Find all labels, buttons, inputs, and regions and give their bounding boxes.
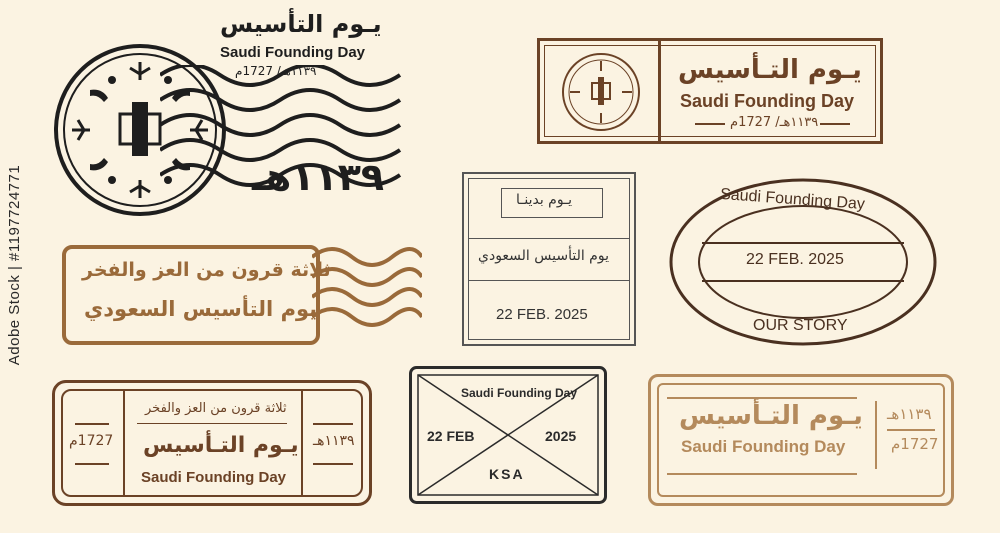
stamp6-title-ar: يـوم التـأسيس (143, 433, 299, 458)
stamp1-title-en: Saudi Founding Day (220, 44, 365, 61)
stamp3-line2: يوم التأسيس السعودي (84, 297, 318, 321)
stamp4-middle: يوم التأسيس السعودي (478, 248, 609, 264)
stamp1-title-ar: يـوم التأسيس (220, 10, 382, 38)
stamp7-top: Saudi Founding Day (461, 386, 577, 400)
stamp5-date: 22 FEB. 2025 (746, 251, 844, 268)
stamp5-top: Saudi Founding Day (719, 185, 866, 214)
stamp-rect-tan (648, 374, 954, 506)
stamp6-top: ثلاثة قرون من العز والفخر (145, 401, 287, 416)
stamp-round-emblem (40, 10, 420, 230)
stock-watermark-bar (0, 0, 30, 533)
stamp7-day: 22 FEB (427, 428, 475, 444)
stamp-rect-emblem (537, 38, 883, 144)
stamp5-bottom: OUR STORY (753, 317, 848, 334)
stamp4-date: 22 FEB. 2025 (496, 306, 588, 323)
stamp2-title-ar: يـوم التـأسيس (678, 55, 862, 85)
stamp8-year-top: ١١٣٩هـ (887, 405, 932, 423)
stamp-x-box (409, 366, 607, 504)
stamp6-left-year: 1727م (69, 433, 114, 449)
stock-watermark-text: Adobe Stock | #1197724771 (6, 164, 23, 366)
stamp2-emblem-icon (560, 51, 642, 133)
stamp8-title-ar: يـوم التـأسيس (679, 401, 863, 431)
stamp3-line1: ثلاثة قرون من العز والفخر (82, 259, 331, 281)
stamp-tall-date (462, 172, 636, 346)
stamp4-header: يـوم بدينـا (516, 192, 573, 208)
stamp-rounded-waves (62, 245, 422, 345)
stamp-ticket-left (52, 380, 372, 506)
stamp1-years: ١١٣٩هـ/ 1727م (235, 64, 317, 78)
stamp-oval (668, 177, 938, 347)
stamp6-title-en: Saudi Founding Day (141, 469, 286, 486)
stamp8-title-en: Saudi Founding Day (681, 437, 846, 456)
stamp8-year-bottom: 1727م (891, 435, 939, 453)
stamp6-right-year: ١١٣٩هـ (313, 433, 355, 449)
stamp2-title-en: Saudi Founding Day (680, 91, 854, 111)
stamp1-big-year: ١١٣٩هـ (252, 155, 385, 199)
stamp7-year: 2025 (545, 428, 577, 444)
stamp2-years: ١١٣٩هـ/ 1727م (730, 115, 819, 130)
stamp7-bottom: KSA (489, 466, 525, 482)
